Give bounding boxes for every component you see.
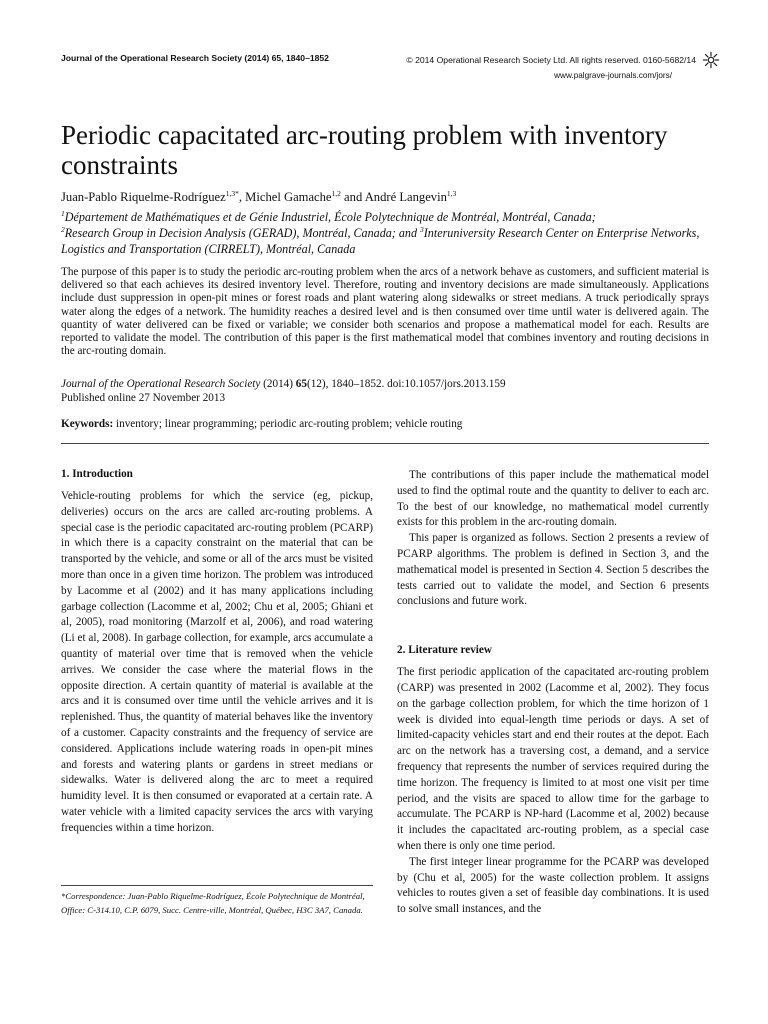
- author-affiliation-mark: 1,3*: [225, 188, 239, 198]
- contributions-paragraph: The contributions of this paper include the mathematical model used to find the optimal route and the quantity to deliver to each arc. To the best of our knowledge, no mathematical model currently exists for this problem in the arc-routing domain.: [397, 469, 709, 529]
- footnote-divider: [61, 885, 373, 886]
- author-separator: and: [340, 190, 365, 204]
- keywords-line: [61, 418, 462, 430]
- citation-journal: Journal of the Operational Research Society: [61, 378, 261, 390]
- citation-year: (2014): [260, 378, 296, 390]
- copyright-text: © 2014 Operational Research Society Ltd. All rights reserved. 0160-5682/14: [406, 55, 696, 65]
- affiliation-text: Interuniversity Research Center on Enterprise Networks, Logistics and Transportation (CIRRELT), Montréal, Canada: [61, 226, 700, 256]
- copyright-line: [406, 51, 720, 69]
- citation-volume: 65: [295, 378, 307, 390]
- affiliation-text: Département de Mathématiques et de Génie Industriel, École Polytechnique de Montréal, Montréal, Canada;: [64, 210, 596, 224]
- author-separator: ,: [238, 190, 246, 204]
- journal-url-link[interactable]: www.palgrave-journals.com/jors/: [554, 71, 672, 80]
- author-name: André Langevin: [364, 190, 447, 204]
- section-heading-introduction: 1. Introduction: [61, 468, 133, 480]
- affiliation-text: Research Group in Decision Analysis (GERAD), Montréal, Canada; and: [64, 226, 421, 240]
- keywords-label: Keywords:: [61, 418, 114, 430]
- affiliations: [61, 209, 721, 257]
- paper-title: Periodic capacitated arc-routing problem with inventory constraints: [61, 120, 668, 180]
- affiliation-mark: 2: [61, 224, 65, 234]
- section-heading-literature-review: 2. Literature review: [397, 644, 492, 657]
- affiliation-2-3: [61, 225, 721, 257]
- publisher-logo-icon: [702, 51, 720, 69]
- affiliation-mark: 1: [61, 208, 65, 218]
- literature-paragraph-2: The first integer linear programme for the PCARP was developed by (Chu et al, 2005) for the waste collection problem. It assigns vehicles to routes given a set of feasible day combinations. It is used to solve small instances, and the: [397, 855, 709, 916]
- section-divider: [61, 443, 709, 444]
- intro-paragraph: Vehicle-routing problems for which the service (eg, pickup, deliveries) occurs on the arcs are called arc-routing problems. A special case is the periodic capacitated arc-routing problem (PCARP) in which there is a capacity constraint on the material that can be transported by the vehicle, and some or all of the arcs must be visited more than once in a given time horizon. The problem was introduced by Lacomme et al (2002) and it has many applications including garbage collection (Lacomme et al, 2002; Chu et al, 2005; Ghiani et al, 2005), road monitoring (Marzolf et al, 2006), and road watering (Li et al, 2008). In garbage collection, for example, arcs accumulate a quantity of material over time that is removed when the vehicle arrives. We consider the case where the material flows in the opposite direction. A certain quantity of material is available at the arcs and it is consumed over time until the vehicle arrives and it is replenished. Thus, the quantity of material behaves like the inventory of a customer. Capacity constraints and the frequency of service are considered. Applications include watering roads in open-pit mines and forests and watering plants or gardens in street medians or sidewalks. Water is delivered along the arc to meet a required humidity level. It is then consumed or evaporated at a certain rate. A water vehicle with a limited capacity services the arcs with varying frequencies within a time horizon.: [61, 490, 373, 834]
- author-name: Michel Gamache: [245, 190, 332, 204]
- column-left: [61, 468, 373, 837]
- author-affiliation-mark: 1,3: [446, 188, 457, 198]
- author-list: [61, 190, 456, 205]
- affiliation-1: [61, 209, 721, 225]
- published-date: Published online 27 November 2013: [61, 392, 226, 404]
- keywords-text: inventory; linear programming; periodic arc-routing problem; vehicle routing: [113, 418, 463, 430]
- author-affiliation-mark: 1,2: [331, 188, 341, 198]
- organization-paragraph: This paper is organized as follows. Section 2 presents a review of PCARP algorithms. The problem is defined in Section 3, and the mathematical model is presented in Section 4. Section 5 describes the tests carried out to validate the model, and Section 6 presents conclusions and future work.: [397, 532, 709, 608]
- abstract: The purpose of this paper is to study the periodic arc-routing problem when the arcs of a network behave as customers, and sufficient material is delivered so that each achieves its desired inventory level. Therefore, routing and inventory decisions are made simultaneously. Applications include dust suppression in open-pit mines or forest roads and plant watering along sidewalks or street medians. A truck periodically sprays water along the edges of a network. The humidity reaches a desired level and is then consumed over time until water is delivered again. The quantity of water delivered can be fixed or variable; we consider both scenarios and propose a mathematical model for each. Results are reported to validate the model. The contribution of this paper is the first mathematical model that combines inventory and routing decisions in the arc-routing domain.: [61, 266, 709, 358]
- literature-paragraph-1: The first periodic application of the capacitated arc-routing problem (CARP) was presented in 2002 (Lacomme et al, 2002). They focus on the garbage collection problem, for which the time horizon of 1 week is divided into equal-length time periods or days. A set of limited-capacity vehicles start and end their routes at the depot. Each arc on the network has a traversing cost, a demand, and a service frequency that represents the number of services required during the time horizon. The frequency is limited to at most one visit per time period, and the visits are spaced to allow time for the garbage to accumulate. The PCARP is NP-hard (Lacomme et al, 2002) because it includes the capacitated arc-routing problem, as a special case when there is only one time period.: [397, 666, 709, 852]
- citation-line: [61, 378, 506, 390]
- author-name: Juan-Pablo Riquelme-Rodríguez: [61, 190, 226, 204]
- correspondence-footnote: *Correspondence: Juan-Pablo Riquelme-Rodríguez, École Polytechnique de Montréal, Office: C-314.10, C.P. 6079, Succ. Centre-ville, Montréal, Québec, H3C 3A7, Canada.: [61, 891, 365, 916]
- column-right: [397, 468, 709, 918]
- citation-doi: (12), 1840–1852. doi:10.1057/jors.2013.159: [306, 378, 506, 390]
- journal-header: Journal of the Operational Research Society (2014) 65, 1840–1852: [61, 53, 329, 63]
- affiliation-mark: 3: [420, 224, 424, 234]
